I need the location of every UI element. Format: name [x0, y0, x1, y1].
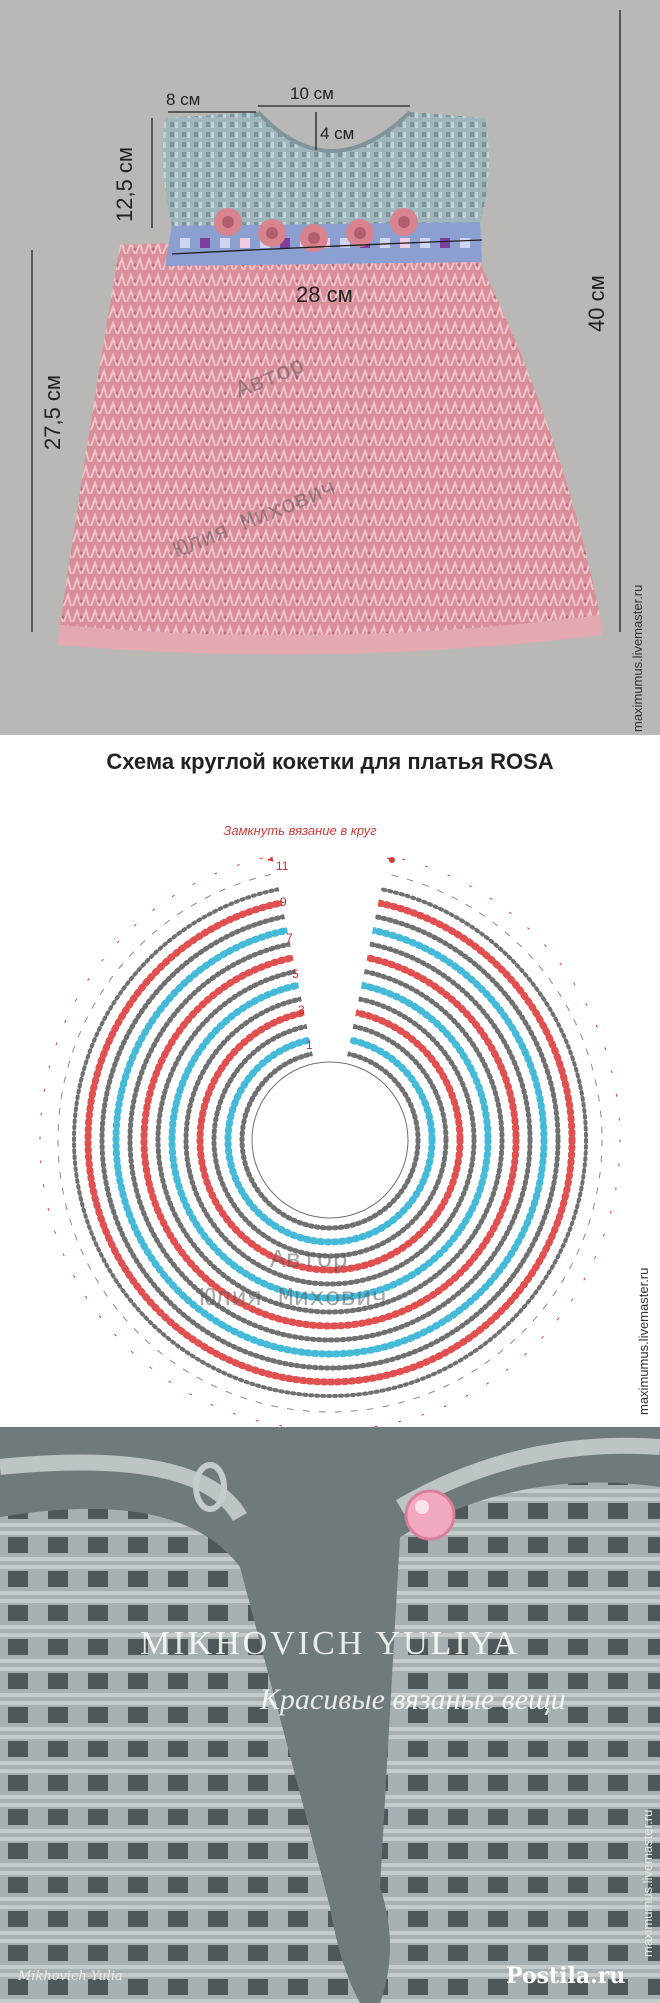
schema-author-line1: Автор: [270, 1245, 349, 1275]
watermark-brand-name: MIKHOVICH YULIYA: [140, 1625, 521, 1662]
measure-waist: 28 см: [296, 282, 353, 307]
row-number-11: 11: [276, 859, 289, 873]
measure-skirt-length: 27,5 см: [40, 374, 65, 450]
dress-photo: [0, 0, 660, 735]
measure-total-length: 40 см: [584, 275, 609, 332]
schema-title: Схема круглой кокетки для платья ROSA: [106, 749, 554, 774]
close-in-round-note: Замкнуть вязание в круг: [223, 823, 377, 838]
author-watermark-line2: Юлия Михович: [170, 475, 341, 566]
side-watermark-top: maximumus.livemaster.ru: [630, 584, 645, 732]
watermark-script-text: Красивые вязаные вещи: [260, 1683, 566, 1716]
side-watermark-schema: maximumus.livemaster.ru: [636, 1267, 651, 1415]
author-watermark-line1: Автор: [232, 353, 309, 406]
yoke-diagram: [0, 735, 660, 1427]
measure-neck-width: 10 см: [290, 84, 334, 103]
row-number-3: 3: [298, 1003, 305, 1017]
row-number-7: 7: [286, 931, 293, 945]
pink-button: [406, 1491, 454, 1539]
author-signature: Mikhovich Yulia: [18, 1969, 123, 1984]
measure-yoke-height: 12,5 см: [112, 146, 137, 222]
postila-logo: Postila.ru: [506, 1963, 626, 1989]
neckline-closeup-photo: [0, 1427, 660, 2003]
dress-illustration: [0, 0, 660, 735]
side-watermark-bottom: maximumus.livemaster.ru: [640, 1809, 655, 1957]
schema-author-line2: Юлия Михович: [200, 1283, 388, 1313]
row-number-1: 1: [306, 1038, 313, 1052]
measure-neck-depth: 4 см: [320, 124, 355, 143]
row-number-5: 5: [292, 967, 299, 981]
row-number-9: 9: [280, 895, 287, 909]
measure-shoulder: 8 см: [166, 90, 201, 109]
yoke-schema: [0, 735, 660, 1427]
